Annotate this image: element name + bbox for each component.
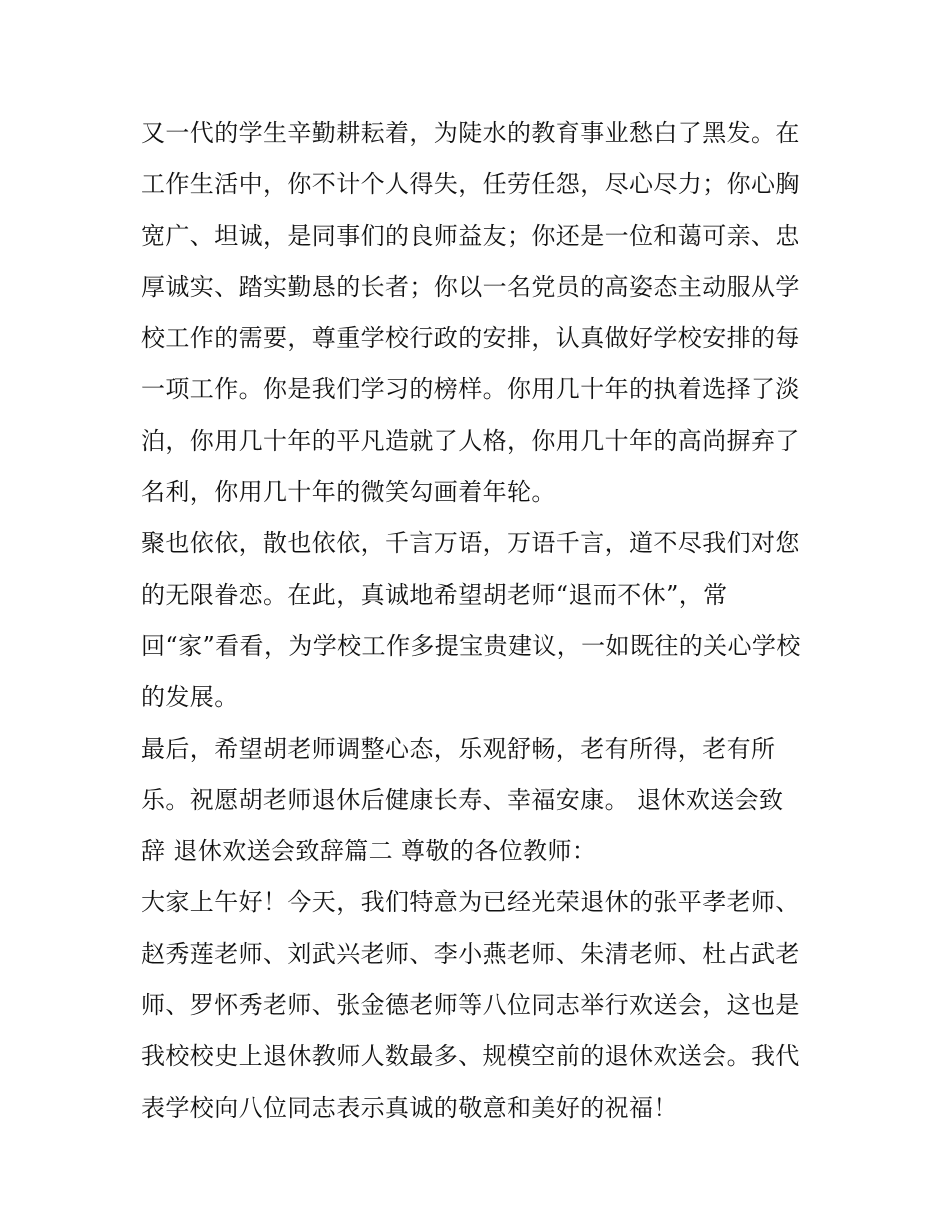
text-line: 乐。祝愿胡老师退休后健康长寿、幸福安康。 退休欢送会致 xyxy=(141,785,784,814)
text-line: 最后，希望胡老师调整心态，乐观舒畅，老有所得，老有所 xyxy=(141,734,776,763)
text-line: 厚诚实、踏实勤恳的长者；你以一名党员的高姿态主动服从学 xyxy=(141,272,800,301)
text-line: 泊，你用几十年的平凡造就了人格，你用几十年的高尚摒弃了 xyxy=(141,426,800,455)
text-line: 的无限眷恋。在此，真诚地希望胡老师“退而不休”，常 xyxy=(141,580,728,609)
text-line: 工作生活中，你不计个人得失，任劳任怨，尽心尽力；你心胸 xyxy=(141,170,800,199)
text-line: 师、罗怀秀老师、张金德老师等八位同志举行欢送会，这也是 xyxy=(141,991,800,1020)
text-line: 一项工作。你是我们学习的榜样。你用几十年的执着选择了淡 xyxy=(141,375,800,404)
text-line: 辞 退休欢送会致辞篇二 尊敬的各位教师： xyxy=(141,837,597,866)
text-line: 聚也依依，散也依依，千言万语，万语千言，道不尽我们对您 xyxy=(141,529,800,558)
text-line: 我校校史上退休教师人数最多、规模空前的退休欢送会。我代 xyxy=(141,1042,800,1071)
text-line: 的发展。 xyxy=(141,683,239,712)
text-line: 表学校向八位同志表示真诚的敬意和美好的祝福！ xyxy=(141,1093,678,1122)
text-line: 大家上午好！今天，我们特意为已经光荣退休的张平孝老师、 xyxy=(141,888,800,917)
text-line: 宽广、坦诚，是同事们的良师益友；你还是一位和蔼可亲、忠 xyxy=(141,221,800,250)
text-line: 赵秀莲老师、刘武兴老师、李小燕老师、朱清老师、杜占武老 xyxy=(141,939,800,968)
text-line: 名利，你用几十年的微笑勾画着年轮。 xyxy=(141,478,556,507)
text-line: 校工作的需要，尊重学校行政的安排，认真做好学校安排的每 xyxy=(141,324,800,353)
text-line: 又一代的学生辛勤耕耘着，为陡水的教育事业愁白了黑发。在 xyxy=(141,119,800,147)
text-line: 回“家”看看，为学校工作多提宝贵建议，一如既往的关心学校 xyxy=(141,631,801,660)
body-text xyxy=(141,108,821,1134)
